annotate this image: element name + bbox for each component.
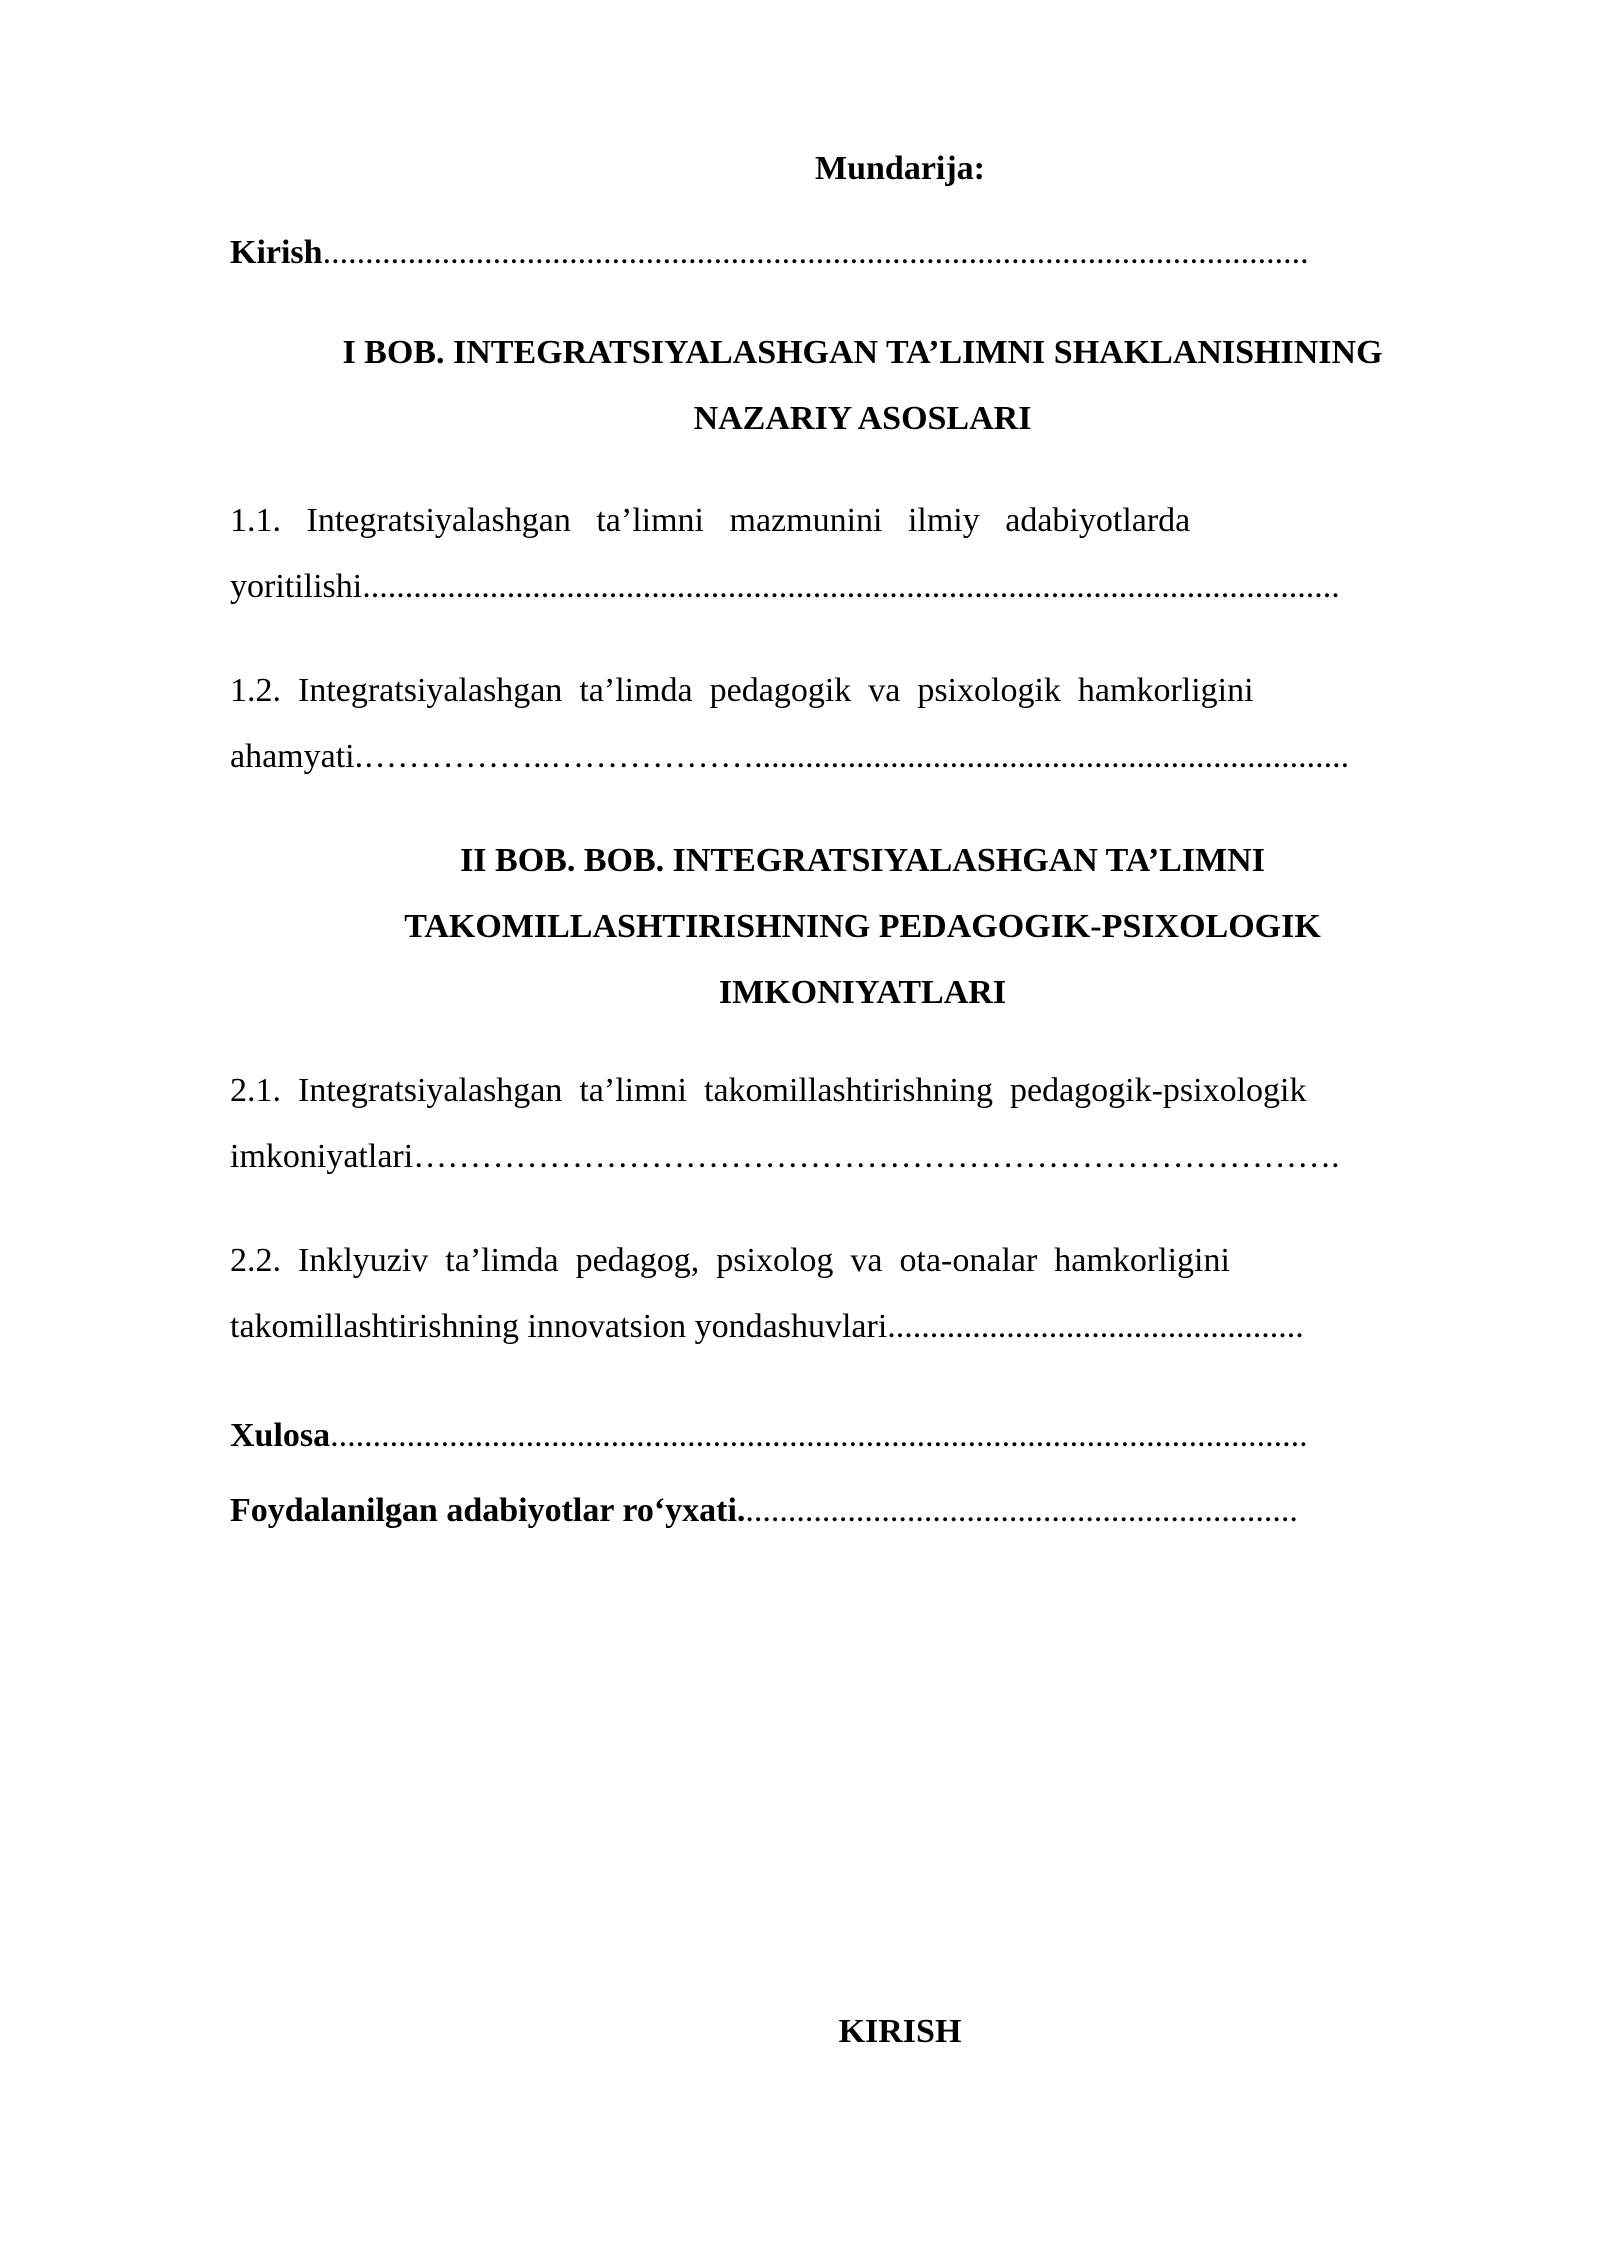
- chapter-2-heading-line1: II BOB. BOB. INTEGRATSIYALASHGAN TA’LIMNI: [460, 842, 1265, 879]
- toc-entry-label: Foydalanilgan adabiyotlar ro‘yxati.: [230, 1492, 746, 1529]
- toc-entry-line2: takomillashtirishning innovatsion yondashuvlari.................................................: [230, 1308, 1304, 1345]
- toc-entry-label: Xulosa: [230, 1417, 331, 1454]
- toc-entry-1-2: [230, 658, 1495, 790]
- toc-entry-2-1: [230, 1058, 1495, 1190]
- toc-entry-xulosa: [230, 1403, 1495, 1469]
- section-heading-kirish: KIRISH: [838, 2013, 962, 2050]
- chapter-1-heading-line2: NAZARIY ASOSLARI: [693, 400, 1032, 437]
- toc-heading: Mundarija:: [815, 150, 985, 187]
- toc-entry-line1: 1.2. Integratsiyalashgan ta’limda pedagogik va psixologik hamkorligini: [230, 672, 1254, 709]
- toc-entry-label: Kirish: [230, 234, 323, 271]
- chapter-2-heading: [230, 828, 1495, 1026]
- chapter-2-heading-line3: IMKONIYATLARI: [718, 974, 1007, 1011]
- toc-entry-dots: ....................................................................................................................: [322, 234, 1309, 271]
- toc-entry-line2: ahamyati.……………..………………......................................................................: [230, 738, 1350, 775]
- toc-entry-2-2: [230, 1228, 1495, 1360]
- chapter-1-heading-line1: I BOB. INTEGRATSIYALASHGAN TA’LIMNI SHAKLANISHINING: [342, 334, 1383, 371]
- toc-entry-line1: 1.1. Integratsiyalashgan ta’limni mazmunini ilmiy adabiyotlarda: [230, 502, 1191, 539]
- toc-entry-line1: 2.1. Integratsiyalashgan ta’limni takomillashtirishning pedagogik-psixologik: [230, 1072, 1307, 1109]
- toc-entry-dots: ...................................................................................................................: [330, 1417, 1308, 1454]
- toc-entry-dots: .................................................................: [745, 1492, 1298, 1529]
- chapter-2-heading-line2: TAKOMILLASHTIRISHNING PEDAGOGIK-PSIXOLOGIK: [404, 908, 1321, 945]
- toc-entry-references: [230, 1478, 1495, 1544]
- toc-entry-kirish: [230, 220, 1495, 286]
- toc-entry-line2: yoritilishi...................................................................................................................: [230, 568, 1340, 605]
- chapter-1-heading: [230, 320, 1495, 452]
- toc-entry-1-1: [230, 488, 1495, 620]
- toc-entry-line2: imkoniyatlari……………………………………………………………………….: [230, 1138, 1340, 1175]
- toc-entry-line1: 2.2. Inklyuziv ta’limda pedagog, psixolog va ota-onalar hamkorligini: [230, 1242, 1230, 1279]
